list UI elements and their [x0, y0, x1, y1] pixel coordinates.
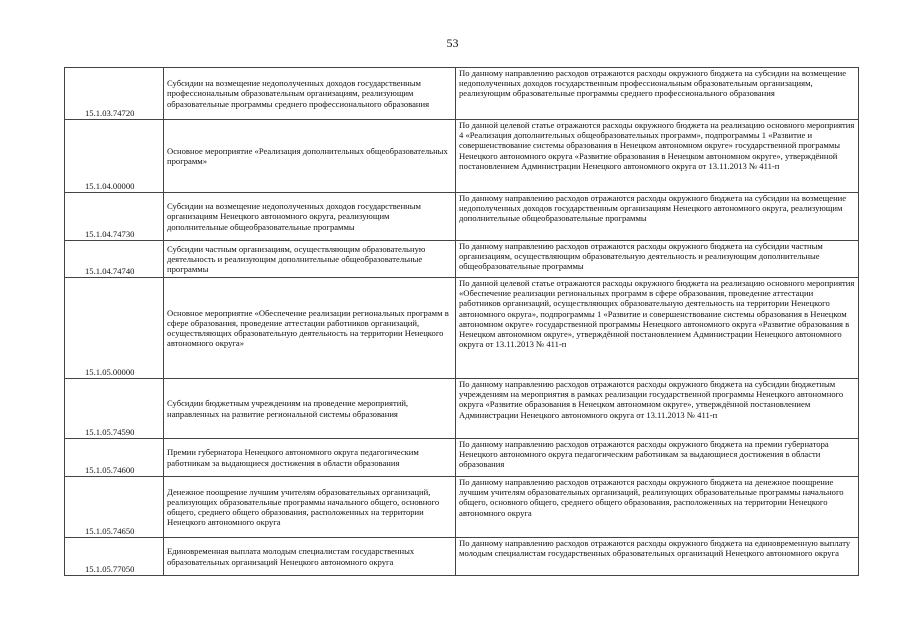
code-cell: 15.1.05.77050 [65, 538, 164, 576]
name-cell: Субсидии бюджетным учреждениям на проведение мероприятий, направленных на развитие региональной системы образования [164, 379, 456, 439]
description-cell: По данному направлению расходов отражаются расходы окружного бюджета на субсидии на возмещение недополученных доходов государственным профессиональным образовательным организациям, реализующим образовательные программы среднего профессионального образования [456, 68, 859, 120]
table-row [65, 120, 859, 193]
code-cell: 15.1.05.74650 [65, 477, 164, 538]
description-cell: По данному направлению расходов отражаются расходы окружного бюджета на премии губернатора Ненецкого автономного округа педагогическим работникам за выдающиеся достижения в области образования [456, 439, 859, 477]
name-cell: Субсидии частным организациям, осуществляющим образовательную деятельность и реализующим дополнительные общеобразовательные программы [164, 241, 456, 278]
description-cell: По данному направлению расходов отражаются расходы окружного бюджета на субсидии на возмещение недополученных доходов государственным организациям Ненецкого автономного округа, реализующим дополнительные общеобразовательные программы [456, 193, 859, 241]
description-cell: По данному направлению расходов отражаются расходы окружного бюджета на единовременную выплату молодым специалистам государственных образовательных организаций Ненецкого автономного округа [456, 538, 859, 576]
page-number: 53 [446, 36, 459, 50]
description-cell: По данной целевой статье отражаются расходы окружного бюджета на реализацию основного мероприятия «Обеспечение реализации региональных программ в сфере образования, проведение аттестации работников организаций, осуществляющих образовательную деятельность на территории Ненецкого автономного округа», подпрограммы 1 «Развитие и совершенствование системы образования в Ненецком автономном округе» государственной программы Ненецкого автономного округа «Развитие образования в Ненецком автономном округе», утверждённой постановлением Администрации Ненецкого автономного округа от 13.11.2013 № 411-п [456, 278, 859, 379]
name-cell: Денежное поощрение лучшим учителям образовательных организаций, реализующих образовательные программы начального общего, основного общего, среднего общего образования, расположенных на территории Ненецкого автономного округа [164, 477, 456, 538]
table-row [65, 241, 859, 278]
code-cell: 15.1.05.00000 [65, 278, 164, 379]
name-cell: Единовременная выплата молодым специалистам государственных образовательных организаций Ненецкого автономного округа [164, 538, 456, 576]
budget-classification-table [64, 67, 859, 576]
code-cell: 15.1.05.74590 [65, 379, 164, 439]
code-cell: 15.1.04.74730 [65, 193, 164, 241]
code-cell: 15.1.04.00000 [65, 120, 164, 193]
description-cell: По данному направлению расходов отражаются расходы окружного бюджета на денежное поощрение лучшим учителям образовательных организаций, реализующих образовательные программы начального общего, основного общего, среднего общего образования, расположенных на территории Ненецкого автономного округа [456, 477, 859, 538]
table-row [65, 193, 859, 241]
code-cell: 15.1.05.74600 [65, 439, 164, 477]
name-cell: Субсидии на возмещение недополученных доходов государственным профессиональным образовательным организациям, реализующим образовательные программы среднего профессионального образования [164, 68, 456, 120]
table-row [65, 379, 859, 439]
table-row [65, 477, 859, 538]
description-cell: По данному направлению расходов отражаются расходы окружного бюджета на субсидии частным организациям, осуществляющим образовательную деятельность и реализующим дополнительные общеобразовательные программы [456, 241, 859, 278]
table-row [65, 439, 859, 477]
name-cell: Основное мероприятие «Обеспечение реализации региональных программ в сфере образования, проведение аттестации работников организаций, осуществляющих образовательную деятельность на территории Ненецкого автономного округа» [164, 278, 456, 379]
table-row [65, 538, 859, 576]
table-row [65, 68, 859, 120]
description-cell: По данной целевой статье отражаются расходы окружного бюджета на реализацию основного мероприятия 4 «Реализация дополнительных общеобразовательных программ», подпрограммы 1 «Развитие и совершенствование системы образования в Ненецком автономном округе» государственной программы Ненецкого автономного округа «Развитие образования в Ненецком автономном округе», утверждённой постановлением Администрации Ненецкого автономного округа от 13.11.2013 № 411-п [456, 120, 859, 193]
code-cell: 15.1.03.74720 [65, 68, 164, 120]
description-cell: По данному направлению расходов отражаются расходы окружного бюджета на субсидии бюджетным учреждениям на мероприятия в рамках реализации государственной программы Ненецкого автономного округа «Развитие образования в Ненецком автономном округе», утверждённой постановлением Администрации Ненецкого автономного округа от 13.11.2013 № 411-п [456, 379, 859, 439]
name-cell: Субсидии на возмещение недополученных доходов государственным организациям Ненецкого автономного округа, реализующим дополнительные общеобразовательные программы [164, 193, 456, 241]
table-row [65, 278, 859, 379]
name-cell: Основное мероприятие «Реализация дополнительных общеобразовательных программ» [164, 120, 456, 193]
code-cell: 15.1.04.74740 [65, 241, 164, 278]
name-cell: Премии губернатора Ненецкого автономного округа педагогическим работникам за выдающиеся достижения в области образования [164, 439, 456, 477]
